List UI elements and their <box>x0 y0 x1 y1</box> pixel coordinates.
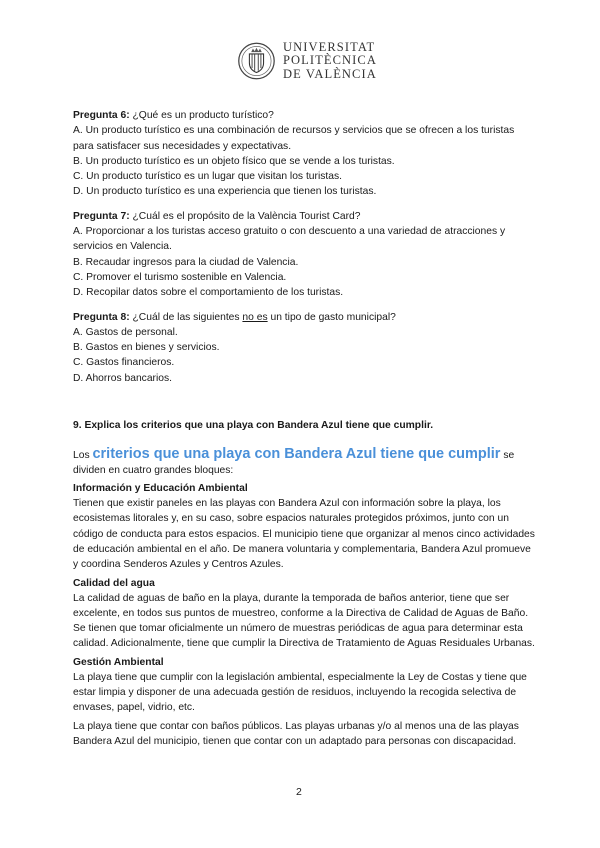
university-seal-icon <box>237 39 276 83</box>
question-8-text-pre: ¿Cuál de las siguientes <box>129 311 243 323</box>
question-6-option-c: C. Un producto turístico es un lugar que visitan los turistas. <box>73 171 342 183</box>
logo-line-1: UNIVERSITAT <box>282 39 376 54</box>
intro-post: se dividen en cuatro grandes bloques: <box>73 450 515 477</box>
question-7 <box>73 209 535 301</box>
question-6-label: Pregunta 6: <box>73 110 130 121</box>
section-heading-management: Gestión Ambiental <box>73 656 164 668</box>
question-8 <box>73 310 535 386</box>
question-9-title: 9. Explica los criterios que una playa con Bandera Azul tiene que cumplir. <box>73 420 434 432</box>
university-logo <box>237 36 377 86</box>
section-text-management-2: La playa tiene que contar con baños públicos. Las playas urbanas y/o al menos una de las playas Bandera Azul del municipio, tienen que contar con un adaptado para personas con discapacidad. <box>73 720 519 747</box>
section-heading-education: Información y Educación Ambiental <box>73 483 248 495</box>
logo-line-3: DE VALÈNCIA <box>282 66 377 81</box>
question-6-option-a: A. Un producto turístico es una combinación de recursos y servicios que se ofrecen a los turistas para satisfacer sus necesidades y expectativas. <box>73 125 515 152</box>
intro-pre: Los <box>73 450 93 462</box>
question-7-text: ¿Cuál es el propósito de la València Tourist Card? <box>129 210 361 222</box>
question-7-option-a: A. Proporcionar a los turistas acceso gratuito o con descuento a una variedad de atracciones y servicios en Valencia. <box>73 226 506 253</box>
main-content <box>73 108 535 752</box>
question-8-underlined: no es <box>242 311 268 323</box>
question-7-option-c: C. Promover el turismo sostenible en Valencia. <box>73 271 287 283</box>
question-8-option-a: A. Gastos de personal. <box>73 326 178 338</box>
question-8-option-c: C. Gastos financieros. <box>73 357 175 369</box>
question-6 <box>73 108 535 200</box>
question-8-text-post: un tipo de gasto municipal? <box>267 311 396 323</box>
section-text-water: La calidad de aguas de baño en la playa, durante la temporada de baños anterior, tiene que ser excelente, en todos sus puntos de muestreo, conforme a la Directiva de Calidad de Aguas de Baño. Se tienen que tomar oficialmente un número de muestras periódicas de agua para determinar esta calidad. Adicionalmente, tiene que cumplir la Directiva de Tratamiento de Aguas Residuales Urbanas. <box>73 592 535 650</box>
question-8-label: Pregunta 8: <box>73 311 130 323</box>
question-7-option-b: B. Recaudar ingresos para la ciudad de Valencia. <box>73 256 299 268</box>
section-heading-water: Calidad del agua <box>73 577 155 589</box>
section-text-education: Tienen que existir paneles en las playas con Bandera Azul con información sobre la playa, los ecosistemas litorales y, en su caso, sobre espacios naturales protegidos próximos, junto con un código de conducta para estos espacios. El municipio tiene que organizar al menos cinco actividades de educación ambiental en el año. De manera voluntaria y complementaria, Bandera Azul promueve y coordina Senderos Azules y Centros Azules. <box>73 498 535 571</box>
question-6-option-b: B. Un producto turístico es un objeto físico que se vende a los turistas. <box>73 155 395 167</box>
answer-intro <box>73 447 535 478</box>
question-6-option-d: D. Un producto turístico es una experiencia que tienen los turistas. <box>73 186 377 198</box>
section-text-management: La playa tiene que cumplir con la legislación ambiental, especialmente la Ley de Costas y tiene que estar limpia y disponer de una adecuada gestión de residuos, incluyendo la recogida selectiva de envases, papel, vidrio, etc. <box>73 671 527 714</box>
question-8-option-b: B. Gastos en bienes y servicios. <box>73 342 220 354</box>
intro-highlight: criterios que una playa con Bandera Azul tiene que cumplir <box>92 446 501 463</box>
question-6-text: ¿Qué es un producto turístico? <box>129 110 274 121</box>
question-7-option-d: D. Recopilar datos sobre el comportamiento de los turistas. <box>73 287 344 299</box>
university-name <box>283 41 377 82</box>
question-7-label: Pregunta 7: <box>73 210 130 222</box>
question-8-option-d: D. Ahorros bancarios. <box>73 372 173 384</box>
logo-line-2: POLITÈCNICA <box>282 53 377 68</box>
page-number: 2 <box>296 786 302 798</box>
